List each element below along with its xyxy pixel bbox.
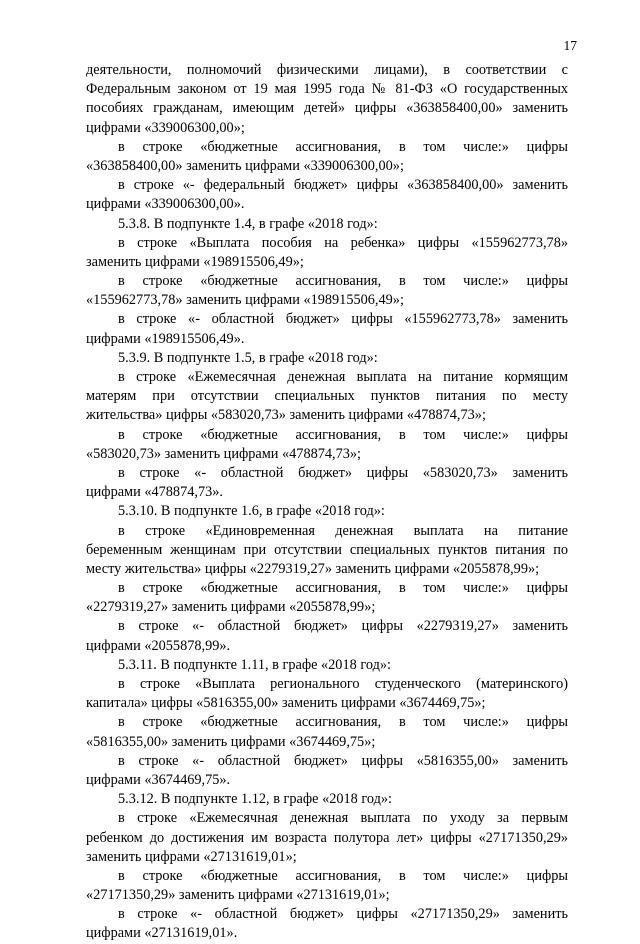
text-line: жительства» цифры «583020,73» заменить цифрами «478874,73»; bbox=[86, 407, 486, 424]
text-line: в строке «- областной бюджет» цифры «155962773,78» заменить bbox=[118, 311, 568, 328]
text-line: ребенком до достижения им возраста полутора лет» цифры «27171350,29» bbox=[86, 829, 568, 846]
text-line: «363858400,00» заменить цифрами «339006300,00»; bbox=[86, 157, 404, 174]
text-line: матерям при отсутствии специальных пунктов питания по месту bbox=[86, 388, 568, 405]
text-line: в строке «Ежемесячная денежная выплата по уходу за первым bbox=[118, 810, 568, 827]
text-line: цифрами «478874,73». bbox=[86, 484, 223, 501]
text-line: 5.3.11. В подпункте 1.11, в графе «2018 год»: bbox=[118, 656, 391, 673]
text-line: цифрами «27131619,01». bbox=[86, 925, 238, 942]
text-line: деятельности, полномочий физическими лицами), в соответствии с bbox=[86, 62, 568, 78]
text-line: «155962773,78» заменить цифрами «198915506,49»; bbox=[86, 292, 404, 309]
text-line: цифрами «2055878,99». bbox=[86, 637, 231, 654]
text-line: в строке «Выплата регионального студенческого (материнского) bbox=[118, 676, 568, 692]
text-line: цифрами «3674469,75». bbox=[86, 771, 231, 788]
text-line: в строке «- областной бюджет» цифры «583020,73» заменить bbox=[118, 464, 568, 481]
text-line: в строке «бюджетные ассигнования, в том числе:» цифры bbox=[118, 426, 568, 443]
text-line: Федеральным законом от 19 мая 1995 года № 81-ФЗ «О государственных bbox=[86, 81, 568, 98]
text-line: капитала» цифры «5816355,00» заменить цифрами «3674469,75»; bbox=[86, 695, 486, 712]
text-line: «583020,73» заменить цифрами «478874,73»; bbox=[86, 445, 362, 462]
text-line: в строке «- областной бюджет» цифры «5816355,00» заменить bbox=[118, 752, 568, 769]
text-line: месту жительства» цифры «2279319,27» заменить цифрами «2055878,99»; bbox=[86, 560, 540, 577]
text-line: в строке «Выплата пособия на ребенка» цифры «155962773,78» bbox=[118, 234, 568, 251]
text-line: «5816355,00» заменить цифрами «3674469,75»; bbox=[86, 733, 376, 750]
text-line: в строке «- федеральный бюджет» цифры «363858400,00» заменить bbox=[118, 177, 568, 194]
text-line: в строке «- областной бюджет» цифры «27171350,29» заменить bbox=[118, 906, 568, 923]
text-line: в строке «Единовременная денежная выплата на питание bbox=[118, 522, 568, 539]
text-line: 5.3.12. В подпункте 1.12, в графе «2018 год»: bbox=[118, 791, 393, 808]
text-line: 5.3.8. В подпункте 1.4, в графе «2018 год»: bbox=[118, 215, 378, 232]
text-line: «27171350,29» заменить цифрами «27131619,01»; bbox=[86, 887, 390, 904]
page-number: 17 bbox=[563, 38, 577, 53]
text-line: в строке «бюджетные ассигнования, в том числе:» цифры bbox=[118, 714, 568, 731]
text-line: заменить цифрами «27131619,01»; bbox=[86, 848, 297, 865]
text-line: в строке «- областной бюджет» цифры «2279319,27» заменить bbox=[118, 618, 568, 635]
text-line: в строке «бюджетные ассигнования, в том числе:» цифры bbox=[118, 867, 568, 884]
text-line: в строке «Ежемесячная денежная выплата на питание кормящим bbox=[118, 369, 568, 385]
text-line: 5.3.9. В подпункте 1.5, в графе «2018 год»: bbox=[118, 349, 378, 366]
text-line: в строке «бюджетные ассигнования, в том числе:» цифры bbox=[118, 580, 568, 597]
text-line: цифрами «339006300,00»; bbox=[86, 119, 245, 136]
text-line: цифрами «339006300,00». bbox=[86, 196, 245, 213]
text-line: заменить цифрами «198915506,49»; bbox=[86, 253, 304, 270]
text-line: пособиях гражданам, имеющим детей» цифры «363858400,00» заменить bbox=[86, 100, 568, 117]
text-line: в строке «бюджетные ассигнования, в том числе:» цифры bbox=[118, 273, 568, 290]
text-line: в строке «бюджетные ассигнования, в том числе:» цифры bbox=[118, 138, 568, 155]
document-body bbox=[86, 61, 568, 944]
text-line: беременным женщинам при отсутствии специальных пунктов питания по bbox=[86, 541, 568, 558]
text-line: 5.3.10. В подпункте 1.6, в графе «2018 год»: bbox=[118, 503, 385, 520]
text-line: цифрами «198915506,49». bbox=[86, 330, 245, 347]
text-line: «2279319,27» заменить цифрами «2055878,99»; bbox=[86, 599, 376, 616]
